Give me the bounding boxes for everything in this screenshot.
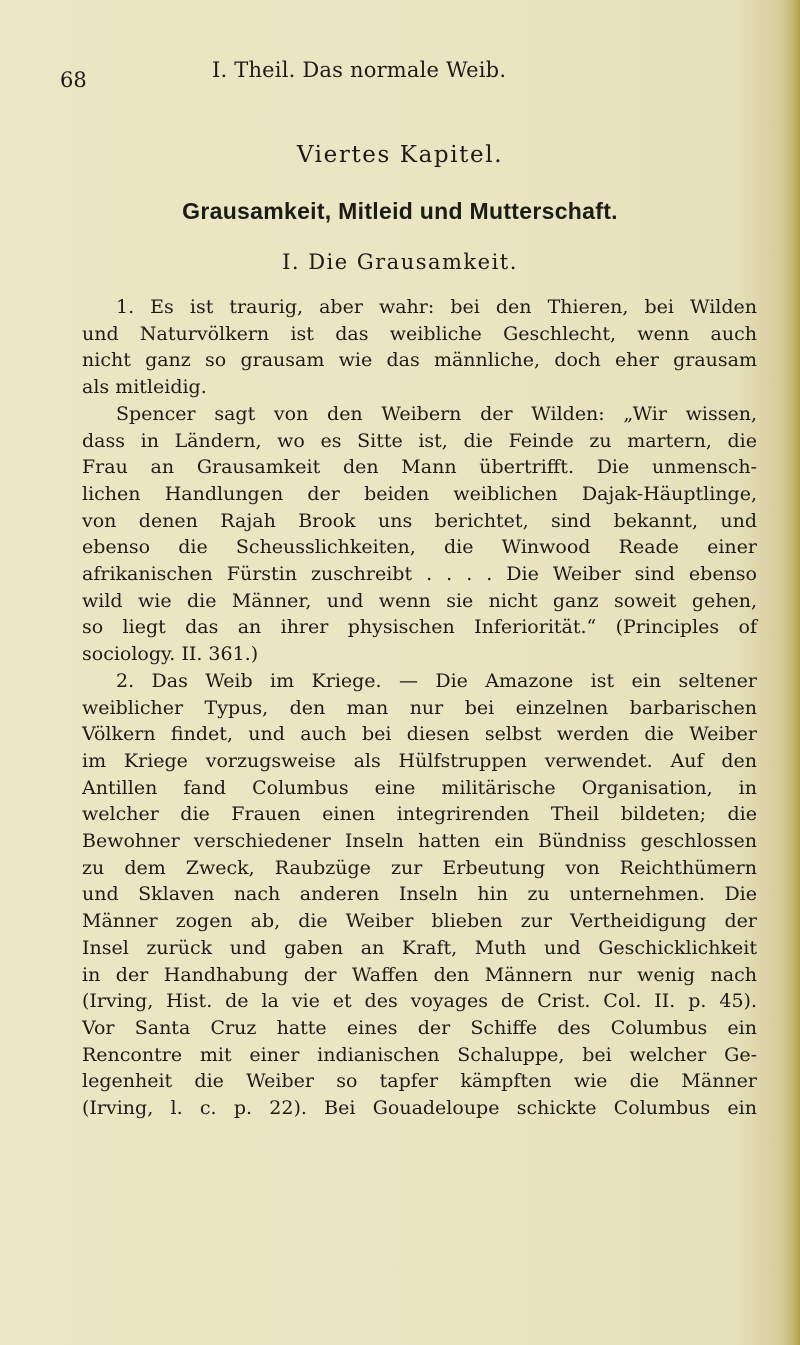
text-line: wild wie die Männer, und wenn sie nicht ganz soweit gehen, [82,589,757,612]
text-line: 2. Das Weib im Kriege. — Die Amazone ist ein seltener [116,669,757,692]
text-line: und Naturvölkern ist das weibliche Geschlecht, wenn auch [82,322,757,345]
text-line: weiblicher Typus, den man nur bei einzelnen barbarischen [82,696,757,719]
text-line: Völkern findet, und auch bei diesen selbst werden die Weiber [82,723,757,746]
text-line: Insel zurück und gaben an Kraft, Muth und Geschicklichkeit [82,936,757,959]
text-line: (Irving, l. c. p. 22). Bei Gouadeloupe schickte Columbus ein [82,1097,757,1120]
text-line: Antillen fand Columbus eine militärische Organisation, in [82,776,757,799]
text-line: Rencontre mit einer indianischen Schaluppe, bei welcher Ge- [82,1043,757,1066]
text-line: nicht ganz so grausam wie das männliche, doch eher grausam [82,349,757,372]
text-line: so liegt das an ihrer physischen Inferiorität.“ (Principles of [82,616,757,639]
text-line: als mitleidig. [82,376,207,399]
text-line: legenheit die Weiber so tapfer kämpften wie die Männer [82,1070,757,1093]
text-line: Männer zogen ab, die Weiber blieben zur Vertheidigung der [82,910,757,933]
page-number: 68 [60,68,87,92]
text-line: von denen Rajah Brook uns berichtet, sind bekannt, und [82,509,757,532]
body-text [82,294,757,1122]
text-line: welcher die Frauen einen integrirenden Theil bildeten; die [82,803,757,826]
text-line: sociology. II. 361.) [82,643,259,666]
text-line: Spencer sagt von den Weibern der Wilden: „Wir wissen, [116,402,757,425]
text-line: Frau an Grausamkeit den Mann übertrifft. Die unmensch- [82,456,757,479]
text-line: zu dem Zweck, Raubzüge zur Erbeutung von Reichthümern [82,856,757,879]
text-line: 1. Es ist traurig, aber wahr: bei den Thieren, bei Wilden [116,296,757,318]
text-line: lichen Handlungen der beiden weiblichen Dajak-Häuptlinge, [82,482,757,505]
running-head: I. Theil. Das normale Weib. [212,58,507,82]
chapter-label: Viertes Kapitel. [296,142,504,168]
text-line: ebenso die Scheusslichkeiten, die Winwood Reade einer [82,536,757,559]
text-line: dass in Ländern, wo es Sitte ist, die Feinde zu martern, die [82,429,757,452]
chapter-title: Grausamkeit, Mitleid und Mutterschaft. [182,198,618,224]
text-line: Bewohner verschiedener Inseln hatten ein Bündniss geschlossen [82,830,757,853]
text-line: afrikanischen Fürstin zuschreibt . . . . Die Weiber sind ebenso [82,563,757,586]
text-line: in der Handhabung der Waffen den Männern nur wenig nach [82,963,757,986]
text-line: im Kriege vorzugsweise als Hülfstruppen verwendet. Auf den [82,749,757,772]
text-line: und Sklaven nach anderen Inseln hin zu unternehmen. Die [82,883,757,906]
text-line: (Irving, Hist. de la vie et des voyages de Crist. Col. II. p. 45). [82,990,757,1013]
text-line: Vor Santa Cruz hatte eines der Schiffe des Columbus ein [82,1016,757,1039]
section-heading: I. Die Grausamkeit. [282,250,518,274]
